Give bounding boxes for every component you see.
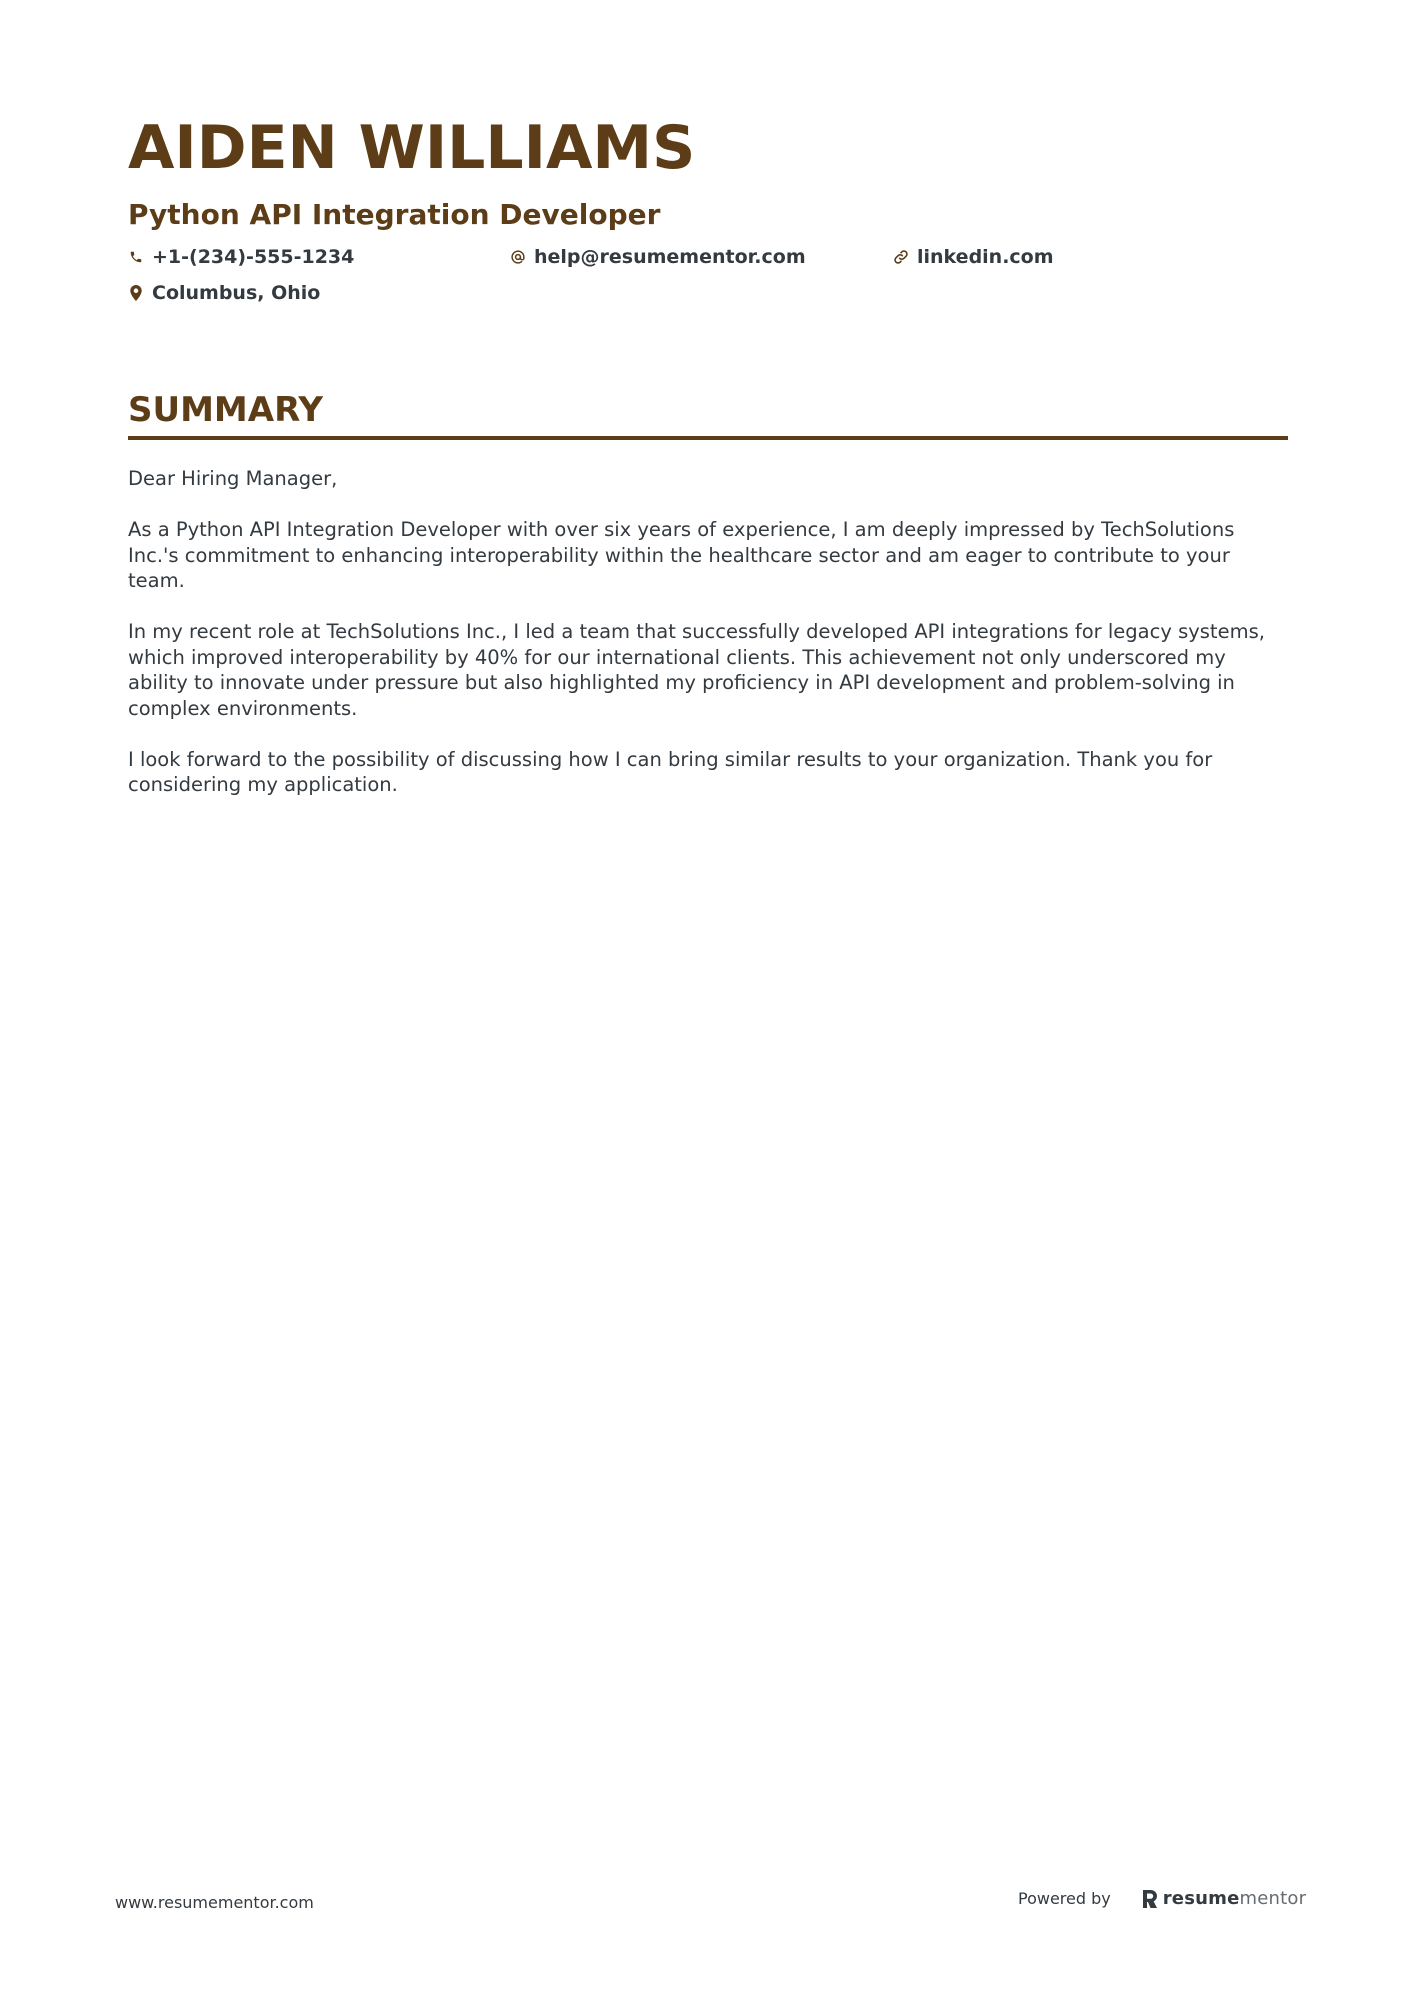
body-paragraph: I look forward to the possibility of discussing how I can bring similar results to your organization. Thank you for considering my application.	[128, 747, 1213, 796]
resumementor-logo[interactable]	[1141, 1888, 1306, 1909]
candidate-name: AIDEN WILLIAMS	[128, 113, 696, 183]
job-title: Python API Integration Developer	[128, 198, 661, 231]
contact-phone	[128, 246, 354, 268]
contact-linkedin[interactable]	[893, 246, 1054, 268]
resumementor-logo-icon	[1141, 1889, 1159, 1909]
powered-by-label: Powered by	[1018, 1889, 1111, 1908]
section-heading: SUMMARY	[128, 390, 324, 430]
phone-text: +1-(234)-555-1234	[152, 246, 355, 268]
brand-name-bold: resume	[1162, 1888, 1240, 1909]
section-divider	[128, 436, 1288, 440]
phone-icon	[128, 249, 144, 265]
header	[128, 112, 1288, 318]
linkedin-text: linkedin.com	[917, 246, 1054, 268]
location-text: Columbus, Ohio	[152, 282, 321, 304]
body-paragraph: In my recent role at TechSolutions Inc., I led a team that successfully developed API integrations for legacy systems, which improved interoperability by 40% for our international clients. This achievement not only underscored my ability to innovate under pressure but also highlighted my proficiency in API development and problem-solving in complex environments.	[128, 620, 1265, 720]
footer-website[interactable]: www.resumementor.com	[115, 1893, 314, 1912]
footer-branding	[1018, 1888, 1306, 1909]
map-pin-icon	[128, 285, 144, 301]
link-icon	[893, 249, 909, 265]
contact-location	[128, 282, 320, 304]
salutation: Dear Hiring Manager,	[128, 467, 338, 490]
summary-section	[128, 388, 1288, 823]
body-paragraph: As a Python API Integration Developer with over six years of experience, I am deeply impressed by TechSolutions Inc.'s commitment to enhancing interoperability within the healthcare sector and am eager to contribute to your team.	[128, 518, 1235, 592]
contact-email[interactable]	[510, 246, 806, 268]
at-icon	[510, 249, 526, 265]
contact-info	[128, 242, 1288, 318]
brand-name	[1163, 1888, 1306, 1909]
letter-body	[128, 466, 1288, 798]
email-text: help@resumementor.com	[534, 246, 806, 268]
brand-name-light: mentor	[1239, 1888, 1307, 1909]
